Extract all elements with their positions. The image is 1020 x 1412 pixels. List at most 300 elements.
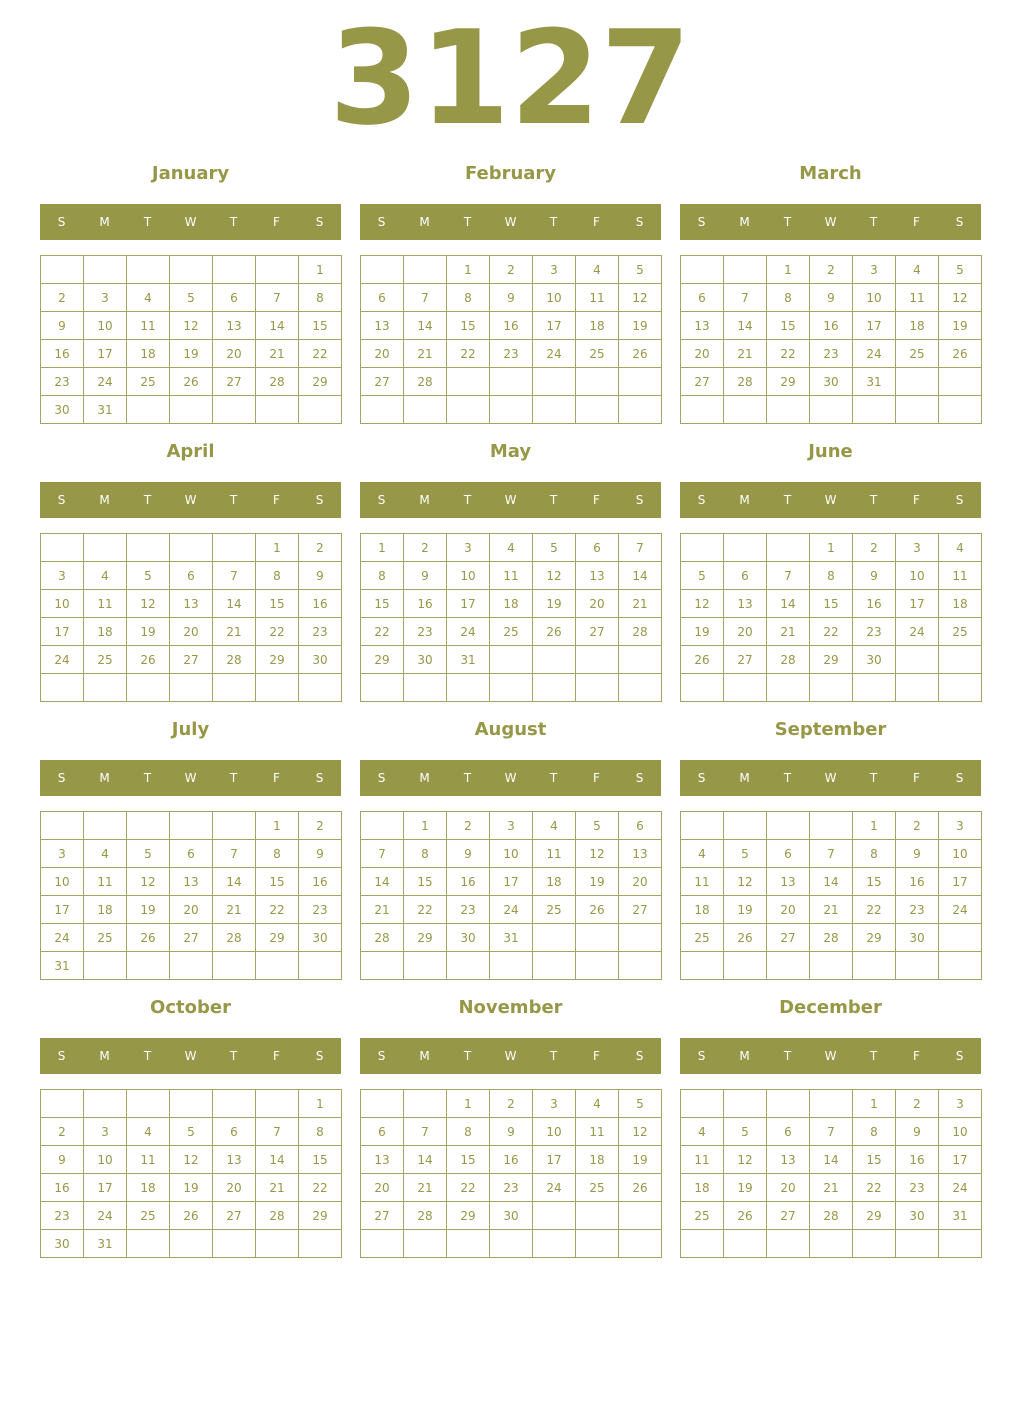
day-cell (619, 1230, 662, 1258)
day-cell: 3 (533, 1090, 576, 1118)
day-cell: 3 (939, 812, 982, 840)
week-row (361, 1146, 662, 1174)
week-row (361, 590, 662, 618)
day-cell (41, 534, 84, 562)
day-cell: 24 (41, 924, 84, 952)
day-cell: 15 (767, 312, 810, 340)
day-cell: 16 (896, 1146, 939, 1174)
day-cell (256, 674, 299, 702)
day-cell: 25 (681, 924, 724, 952)
day-cell: 12 (939, 284, 982, 312)
day-cell: 5 (127, 562, 170, 590)
day-cell: 17 (41, 618, 84, 646)
weekday-label: S (315, 215, 324, 229)
day-cell: 4 (533, 812, 576, 840)
day-cell: 20 (213, 340, 256, 368)
day-cell (533, 1230, 576, 1258)
day-cell: 21 (256, 340, 299, 368)
day-cell (576, 368, 619, 396)
day-cell (939, 1230, 982, 1258)
day-cell (576, 1230, 619, 1258)
day-cell: 6 (170, 562, 213, 590)
day-cell: 14 (256, 312, 299, 340)
day-cell (361, 812, 404, 840)
day-cell: 9 (853, 562, 896, 590)
day-cell: 1 (361, 534, 404, 562)
weekday-header (680, 204, 981, 240)
day-cell: 3 (853, 256, 896, 284)
day-cell: 2 (896, 1090, 939, 1118)
day-cell (127, 674, 170, 702)
day-cell: 4 (939, 534, 982, 562)
day-cell: 12 (681, 590, 724, 618)
weekday-label: W (184, 1049, 197, 1063)
day-cell (41, 1090, 84, 1118)
day-cell (533, 1202, 576, 1230)
day-cell: 6 (619, 812, 662, 840)
weekday-label: T (783, 1049, 792, 1063)
day-cell (853, 396, 896, 424)
day-cell (84, 674, 127, 702)
day-cell: 22 (299, 340, 342, 368)
day-cell: 22 (404, 896, 447, 924)
day-cell: 18 (84, 896, 127, 924)
day-cell: 7 (213, 562, 256, 590)
week-row (41, 534, 342, 562)
day-cell (41, 674, 84, 702)
weekday-label: F (593, 1049, 600, 1063)
day-cell: 14 (213, 590, 256, 618)
day-cell (299, 396, 342, 424)
day-cell: 5 (619, 1090, 662, 1118)
weekday-label: S (955, 493, 964, 507)
weekday-header (40, 1038, 341, 1074)
day-cell: 22 (447, 1174, 490, 1202)
weekday-label: T (549, 1049, 558, 1063)
day-cell (896, 646, 939, 674)
day-cell: 9 (41, 312, 84, 340)
day-cell (404, 256, 447, 284)
day-cell: 31 (84, 1230, 127, 1258)
day-cell: 1 (404, 812, 447, 840)
week-row (681, 396, 982, 424)
day-cell: 10 (41, 868, 84, 896)
day-cell: 3 (84, 284, 127, 312)
day-cell: 15 (404, 868, 447, 896)
day-cell (767, 1230, 810, 1258)
month-name: January (151, 163, 230, 184)
day-cell: 2 (896, 812, 939, 840)
day-cell (853, 952, 896, 980)
day-cell (767, 812, 810, 840)
day-cell (619, 924, 662, 952)
day-cell (84, 1090, 127, 1118)
day-cell: 1 (447, 1090, 490, 1118)
day-cell: 12 (576, 840, 619, 868)
weekday-label: M (419, 493, 430, 507)
week-row (361, 646, 662, 674)
day-cell (896, 1230, 939, 1258)
day-cell: 11 (681, 1146, 724, 1174)
day-cell: 23 (299, 896, 342, 924)
day-cell: 27 (681, 368, 724, 396)
day-cell: 17 (84, 1174, 127, 1202)
day-cell: 19 (619, 312, 662, 340)
days-grid (40, 533, 342, 702)
week-row (361, 868, 662, 896)
day-cell: 31 (490, 924, 533, 952)
day-cell: 24 (533, 1174, 576, 1202)
week-row (681, 312, 982, 340)
day-cell: 17 (447, 590, 490, 618)
day-cell: 23 (41, 1202, 84, 1230)
weekday-label: S (635, 493, 644, 507)
day-cell: 27 (361, 368, 404, 396)
day-cell: 20 (619, 868, 662, 896)
day-cell: 24 (939, 1174, 982, 1202)
day-cell: 23 (896, 1174, 939, 1202)
day-cell: 20 (576, 590, 619, 618)
day-cell: 7 (361, 840, 404, 868)
day-cell (619, 952, 662, 980)
day-cell: 4 (84, 562, 127, 590)
year-title: 3127 (329, 2, 691, 154)
weekday-label: W (824, 771, 837, 785)
day-cell (299, 952, 342, 980)
day-cell: 18 (896, 312, 939, 340)
day-cell: 16 (490, 312, 533, 340)
weekday-label: T (549, 771, 558, 785)
weekday-label: W (504, 771, 517, 785)
day-cell: 8 (299, 1118, 342, 1146)
day-cell (896, 368, 939, 396)
week-row (41, 674, 342, 702)
day-cell: 18 (127, 1174, 170, 1202)
weekday-label: S (377, 771, 386, 785)
day-cell (170, 952, 213, 980)
week-row (41, 396, 342, 424)
day-cell: 17 (533, 1146, 576, 1174)
day-cell: 14 (810, 868, 853, 896)
day-cell: 7 (256, 284, 299, 312)
day-cell: 26 (619, 1174, 662, 1202)
day-cell: 8 (447, 284, 490, 312)
weekday-label: S (955, 1049, 964, 1063)
day-cell: 16 (404, 590, 447, 618)
weekday-label: W (504, 1049, 517, 1063)
day-cell: 3 (533, 256, 576, 284)
week-row (681, 368, 982, 396)
day-cell: 6 (681, 284, 724, 312)
day-cell (533, 952, 576, 980)
day-cell: 16 (41, 340, 84, 368)
day-cell: 5 (170, 1118, 213, 1146)
day-cell: 3 (447, 534, 490, 562)
day-cell: 8 (810, 562, 853, 590)
day-cell (299, 674, 342, 702)
weekday-label: T (463, 215, 472, 229)
day-cell (361, 1090, 404, 1118)
day-cell: 28 (619, 618, 662, 646)
day-cell: 21 (810, 1174, 853, 1202)
day-cell: 8 (256, 840, 299, 868)
week-row (361, 896, 662, 924)
day-cell: 13 (767, 868, 810, 896)
day-cell: 1 (447, 256, 490, 284)
day-cell (576, 1202, 619, 1230)
weekday-header (360, 1038, 661, 1074)
day-cell: 28 (404, 1202, 447, 1230)
day-cell: 26 (533, 618, 576, 646)
week-row (41, 1118, 342, 1146)
week-row (41, 618, 342, 646)
weekday-label: F (273, 215, 280, 229)
day-cell: 6 (361, 284, 404, 312)
day-cell: 2 (299, 534, 342, 562)
day-cell: 22 (256, 618, 299, 646)
weekday-label: M (739, 493, 750, 507)
weekday-label: S (955, 771, 964, 785)
week-row (361, 256, 662, 284)
day-cell (213, 812, 256, 840)
day-cell: 30 (896, 924, 939, 952)
month-name: September (774, 719, 887, 740)
weekday-header (680, 1038, 981, 1074)
weekday-label: T (783, 493, 792, 507)
day-cell: 23 (810, 340, 853, 368)
day-cell: 11 (896, 284, 939, 312)
day-cell (810, 1230, 853, 1258)
days-grid (360, 255, 662, 424)
day-cell: 26 (724, 1202, 767, 1230)
day-cell: 31 (939, 1202, 982, 1230)
week-row (41, 312, 342, 340)
day-cell (213, 534, 256, 562)
weekday-label: F (593, 771, 600, 785)
day-cell: 25 (84, 924, 127, 952)
day-cell: 30 (404, 646, 447, 674)
day-cell: 27 (767, 1202, 810, 1230)
weekday-header (40, 760, 341, 796)
day-cell: 9 (490, 1118, 533, 1146)
days-grid (360, 533, 662, 702)
day-cell: 6 (767, 1118, 810, 1146)
day-cell (404, 396, 447, 424)
week-row (41, 1090, 342, 1118)
weekday-label: F (913, 771, 920, 785)
day-cell: 26 (681, 646, 724, 674)
day-cell (533, 368, 576, 396)
day-cell: 7 (256, 1118, 299, 1146)
week-row (681, 284, 982, 312)
day-cell: 21 (213, 618, 256, 646)
day-cell: 24 (490, 896, 533, 924)
day-cell: 9 (299, 840, 342, 868)
weekday-label: T (783, 215, 792, 229)
week-row (41, 646, 342, 674)
day-cell: 18 (533, 868, 576, 896)
weekday-header (680, 760, 981, 796)
day-cell: 2 (41, 1118, 84, 1146)
day-cell: 5 (576, 812, 619, 840)
day-cell (490, 1230, 533, 1258)
day-cell (896, 396, 939, 424)
day-cell: 19 (576, 868, 619, 896)
day-cell: 21 (213, 896, 256, 924)
day-cell: 9 (490, 284, 533, 312)
week-row (361, 924, 662, 952)
day-cell (404, 1230, 447, 1258)
day-cell (724, 812, 767, 840)
day-cell: 15 (447, 1146, 490, 1174)
day-cell: 16 (490, 1146, 533, 1174)
day-cell: 13 (576, 562, 619, 590)
day-cell (896, 952, 939, 980)
day-cell: 17 (533, 312, 576, 340)
weekday-label: S (635, 215, 644, 229)
weekday-label: S (57, 215, 66, 229)
day-cell (447, 674, 490, 702)
day-cell: 2 (404, 534, 447, 562)
day-cell (127, 1090, 170, 1118)
day-cell (490, 674, 533, 702)
week-row (681, 924, 982, 952)
day-cell (213, 396, 256, 424)
day-cell: 31 (447, 646, 490, 674)
day-cell: 5 (127, 840, 170, 868)
day-cell (896, 674, 939, 702)
day-cell: 26 (170, 1202, 213, 1230)
day-cell: 26 (127, 924, 170, 952)
day-cell: 11 (127, 1146, 170, 1174)
day-cell: 30 (490, 1202, 533, 1230)
day-cell: 13 (213, 312, 256, 340)
day-cell: 30 (447, 924, 490, 952)
week-row (41, 1230, 342, 1258)
day-cell (681, 952, 724, 980)
day-cell: 20 (767, 896, 810, 924)
week-row (681, 646, 982, 674)
week-row (681, 534, 982, 562)
day-cell: 4 (681, 1118, 724, 1146)
day-cell (810, 396, 853, 424)
month-name: October (150, 997, 231, 1018)
day-cell: 8 (404, 840, 447, 868)
day-cell (853, 1230, 896, 1258)
weekday-label: W (184, 493, 197, 507)
days-grid (680, 811, 982, 980)
weekday-label: T (229, 215, 238, 229)
day-cell: 18 (939, 590, 982, 618)
day-cell (256, 1230, 299, 1258)
day-cell: 19 (170, 340, 213, 368)
day-cell: 15 (299, 312, 342, 340)
day-cell: 29 (853, 924, 896, 952)
day-cell (170, 534, 213, 562)
week-row (41, 812, 342, 840)
day-cell (361, 952, 404, 980)
day-cell: 24 (533, 340, 576, 368)
day-cell (170, 1230, 213, 1258)
day-cell: 10 (41, 590, 84, 618)
day-cell: 5 (681, 562, 724, 590)
week-row (361, 840, 662, 868)
week-row (681, 256, 982, 284)
week-row (41, 562, 342, 590)
day-cell (256, 396, 299, 424)
day-cell: 13 (724, 590, 767, 618)
day-cell (724, 674, 767, 702)
day-cell: 13 (767, 1146, 810, 1174)
week-row (361, 396, 662, 424)
day-cell: 23 (896, 896, 939, 924)
day-cell (576, 646, 619, 674)
day-cell (576, 396, 619, 424)
day-cell: 27 (170, 646, 213, 674)
weekday-label: W (504, 215, 517, 229)
day-cell: 3 (939, 1090, 982, 1118)
day-cell: 18 (127, 340, 170, 368)
weekday-label: S (635, 771, 644, 785)
day-cell: 12 (170, 1146, 213, 1174)
day-cell: 29 (361, 646, 404, 674)
day-cell (404, 952, 447, 980)
day-cell: 20 (767, 1174, 810, 1202)
day-cell: 29 (767, 368, 810, 396)
day-cell: 14 (256, 1146, 299, 1174)
day-cell (724, 396, 767, 424)
day-cell: 10 (84, 312, 127, 340)
week-row (41, 1174, 342, 1202)
day-cell: 21 (767, 618, 810, 646)
day-cell: 1 (767, 256, 810, 284)
day-cell: 28 (256, 368, 299, 396)
day-cell: 16 (41, 1174, 84, 1202)
week-row (681, 562, 982, 590)
day-cell: 25 (576, 1174, 619, 1202)
day-cell (767, 1090, 810, 1118)
week-row (361, 1090, 662, 1118)
day-cell (127, 1230, 170, 1258)
day-cell: 17 (84, 340, 127, 368)
day-cell: 23 (490, 1174, 533, 1202)
day-cell: 1 (810, 534, 853, 562)
day-cell: 23 (41, 368, 84, 396)
day-cell: 19 (724, 1174, 767, 1202)
weekday-label: S (315, 493, 324, 507)
day-cell: 1 (256, 812, 299, 840)
day-cell: 21 (256, 1174, 299, 1202)
day-cell: 11 (127, 312, 170, 340)
day-cell: 19 (939, 312, 982, 340)
days-grid (40, 255, 342, 424)
day-cell: 19 (127, 618, 170, 646)
day-cell: 21 (724, 340, 767, 368)
day-cell: 19 (533, 590, 576, 618)
weekday-label: W (824, 493, 837, 507)
day-cell: 25 (127, 368, 170, 396)
day-cell: 10 (490, 840, 533, 868)
day-cell: 19 (170, 1174, 213, 1202)
day-cell: 8 (299, 284, 342, 312)
day-cell: 29 (299, 1202, 342, 1230)
day-cell (767, 534, 810, 562)
week-row (361, 812, 662, 840)
week-row (41, 256, 342, 284)
week-row (681, 812, 982, 840)
day-cell (939, 646, 982, 674)
day-cell (619, 1202, 662, 1230)
